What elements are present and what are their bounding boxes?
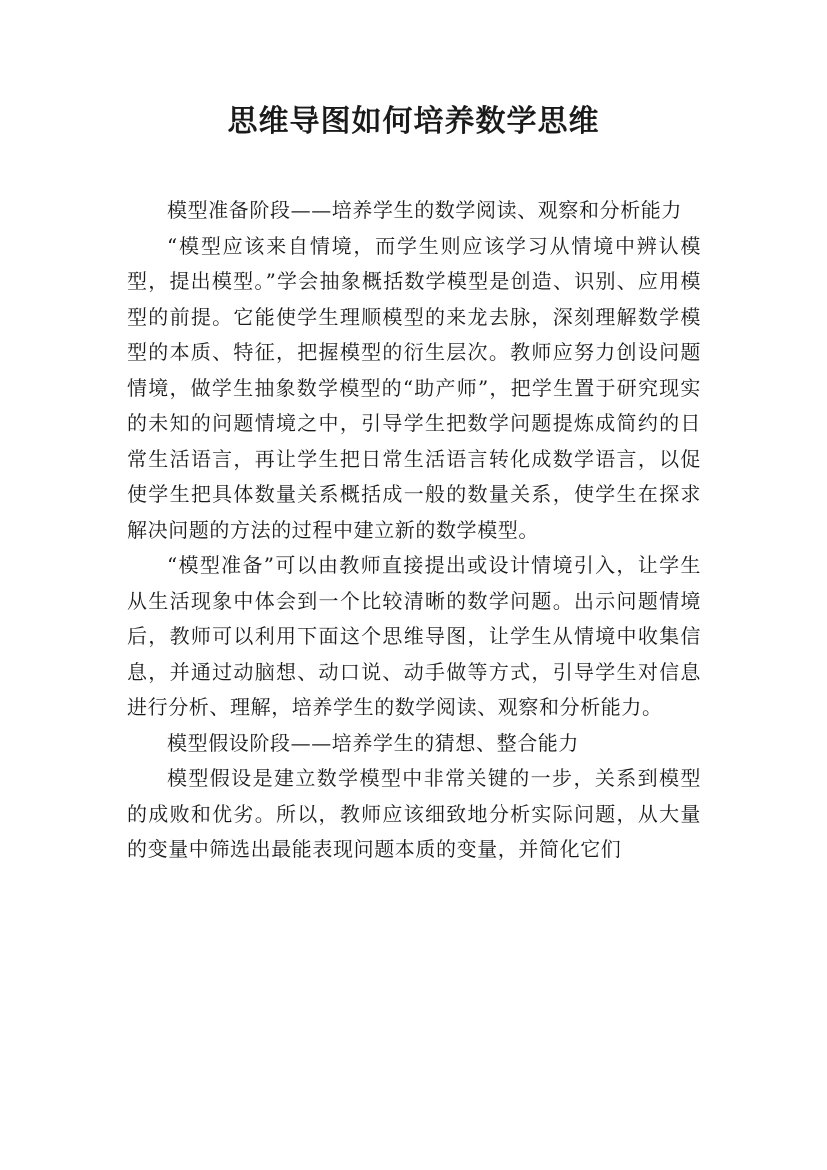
page-title: 思维导图如何培养数学思维 bbox=[227, 104, 600, 139]
paragraph-model-context: “模型应该来自情境，而学生则应该学习从情境中辨认模型，提出模型。”学会抽象概括数学模型是创造、识别、应用模型的前提。它能使学生理顺模型的来龙去脉，深刻理解数学模型的本质、特征，把握模型的衍生层次。教师应努力创设问题情境，做学生抽象数学模型的“助产师”，把学生置于研究现实的未知的问题情境之中，引导学生把数学问题提炼成简约的日常生活语言，再让学生把日常生活语言转化成数学语言，以促使学生把具体数量关系概括成一般的数量关系，使学生在探求解决问题的方法的过程中建立新的数学模型。 bbox=[127, 233, 701, 542]
section-heading-model-hypothesis: 模型假设阶段——培养学生的猜想、整合能力 bbox=[167, 730, 579, 755]
paragraph-model-hypothesis: 模型假设是建立数学模型中非常关键的一步，关系到模型的成败和优劣。所以，教师应该细致地分析实际问题，从大量的变量中筛选出最能表现问题本质的变量，并简化它们 bbox=[127, 766, 701, 861]
section-heading-model-preparation: 模型准备阶段——培养学生的数学阅读、观察和分析能力 bbox=[167, 198, 682, 222]
document-body bbox=[127, 193, 701, 868]
paragraph-model-preparation: “模型准备”可以由教师直接提出或设计情境引入，让学生从生活现象中体会到一个比较清晰的数学问题。出示问题情境后，教师可以利用下面这个思维导图，让学生从情境中收集信息，并通过动脑想、动口说、动手做等方式，引导学生对信息进行分析、理解，培养学生的数学阅读、观察和分析能力。 bbox=[127, 553, 701, 719]
